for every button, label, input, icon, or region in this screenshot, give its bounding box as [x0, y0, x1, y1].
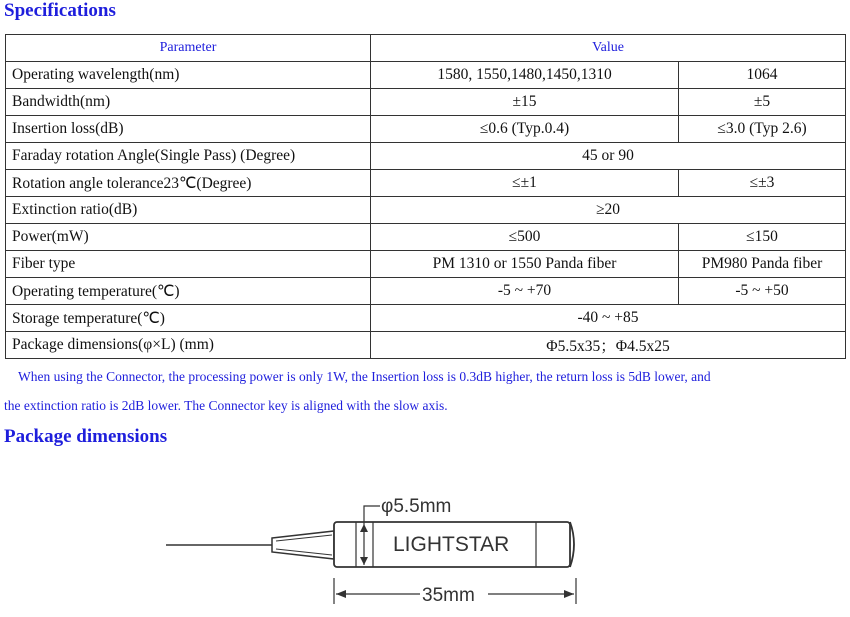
value-cell: ≤±1	[371, 170, 679, 197]
value-cell: ±5	[679, 89, 846, 116]
package-dimensions-heading: Package dimensions	[4, 426, 168, 447]
value-cell: ≥20	[371, 197, 846, 224]
value-cell: 1580, 1550,1480,1450,1310	[371, 62, 679, 89]
value-cell: ≤0.6 (Typ.0.4)	[371, 116, 679, 143]
table-row	[6, 278, 846, 305]
value-cell: -40 ~ +85	[371, 305, 846, 332]
fiber-boot	[272, 531, 334, 559]
specifications-heading: Specifications	[4, 0, 116, 21]
parameter-cell: Operating temperature(℃)	[6, 278, 371, 305]
value-cell: 45 or 90	[371, 143, 846, 170]
parameter-cell: Rotation angle tolerance23℃(Degree)	[6, 170, 371, 197]
table-row	[6, 251, 846, 278]
value-cell: Φ5.5x35；Φ4.5x25	[371, 332, 846, 359]
parameter-cell: Fiber type	[6, 251, 371, 278]
value-cell: PM980 Panda fiber	[679, 251, 846, 278]
value-cell: PM 1310 or 1550 Panda fiber	[371, 251, 679, 278]
table-row	[6, 62, 846, 89]
parameter-cell: Insertion loss(dB)	[6, 116, 371, 143]
parameter-cell: Storage temperature(℃)	[6, 305, 371, 332]
value-cell: ±15	[371, 89, 679, 116]
connector-note-line-1: When using the Connector, the processing power is only 1W, the Insertion loss is 0.3dB higher, the return loss is 5dB lower, and	[18, 369, 711, 384]
table-row	[6, 89, 846, 116]
parameter-cell: Extinction ratio(dB)	[6, 197, 371, 224]
table-row	[6, 332, 846, 359]
parameter-cell: Package dimensions(φ×L) (mm)	[6, 332, 371, 359]
value-cell: ≤±3	[679, 170, 846, 197]
value-cell: ≤150	[679, 224, 846, 251]
value-cell: -5 ~ +70	[371, 278, 679, 305]
value-cell: ≤500	[371, 224, 679, 251]
brand-label: LIGHTSTAR	[393, 533, 510, 556]
table-row	[6, 224, 846, 251]
specifications-table	[5, 34, 846, 359]
length-label: 35mm	[422, 585, 475, 606]
value-cell: -5 ~ +50	[679, 278, 846, 305]
value-cell: ≤3.0 (Typ 2.6)	[679, 116, 846, 143]
parameter-cell: Operating wavelength(nm)	[6, 62, 371, 89]
table-row	[6, 197, 846, 224]
table-row	[6, 170, 846, 197]
table-row	[6, 305, 846, 332]
connector-note-line-2: the extinction ratio is 2dB lower. The Connector key is aligned with the slow axis.	[4, 398, 448, 413]
parameter-cell: Faraday rotation Angle(Single Pass) (Degree)	[6, 143, 371, 170]
value-header: Value	[371, 35, 846, 62]
table-row	[6, 143, 846, 170]
parameter-cell: Power(mW)	[6, 224, 371, 251]
table-row	[6, 116, 846, 143]
value-cell: 1064	[679, 62, 846, 89]
diameter-label: φ5.5mm	[381, 496, 452, 517]
table-header-row	[6, 35, 846, 62]
parameter-header: Parameter	[6, 35, 371, 62]
package-drawing	[0, 470, 850, 617]
parameter-cell: Bandwidth(nm)	[6, 89, 371, 116]
